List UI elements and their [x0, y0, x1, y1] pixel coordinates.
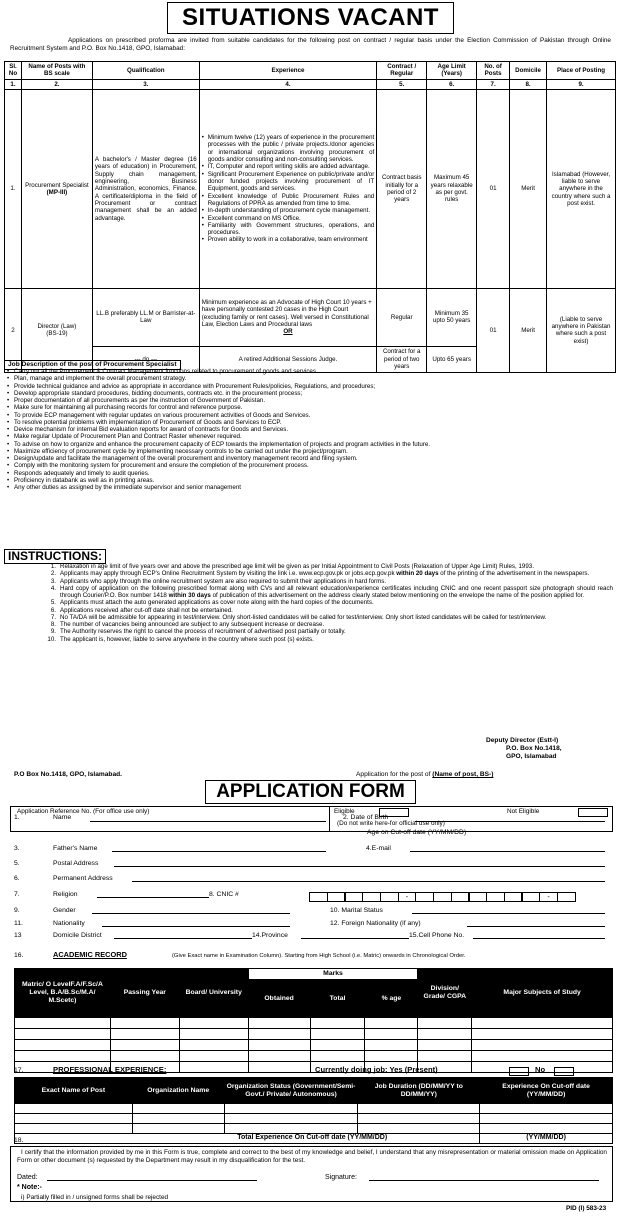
experience-item: • Familiarity with Government structures, operations, and procedures. [202, 222, 375, 237]
address-line-2: P.O. Box No.1418, [506, 745, 562, 753]
field-7-number: 7. [14, 891, 20, 898]
experience-cell[interactable] [132, 1104, 224, 1114]
experience-item: • Significant Procurement Experience on public/private and/or donor funded projects involving procurement of IT Equipment, goods and services. [202, 171, 375, 193]
academic-table [14, 968, 613, 1073]
not-eligible-checkbox[interactable] [578, 808, 608, 817]
table-number-cell: 2. [21, 79, 92, 89]
academic-cell[interactable] [472, 1018, 613, 1029]
table-header-cell: No. of Posts [477, 62, 510, 80]
academic-cell[interactable] [248, 1051, 310, 1062]
field-cnic-label: 8. CNIC # [209, 891, 239, 898]
row2-contract-a: Regular [377, 288, 427, 346]
certification-box [10, 1146, 613, 1202]
instruction-number: 7. [50, 613, 56, 621]
pobox-text: P.O Box No.1418, GPO, Islamabad. [14, 771, 122, 778]
instruction-number: 4. [50, 584, 56, 592]
instruction-text: Relaxation in age limit of five years over and above the prescribed age limit will be given as per Initial Appointment to Civil Posts (Relaxation of Upper Age Limit) Rules, 1993. [60, 563, 534, 570]
row2-contract-b: Contract for a period of two years [377, 346, 427, 372]
instruction-text: Applicants may apply through ECP's Online Recruitment System by visiting the link i.e. www.ecp.gov.pk or jobs.ecp.gov.pk [60, 570, 397, 578]
table-header-cell: Experience [199, 62, 377, 80]
field-6-number: 6. [14, 875, 20, 882]
instruction-item [50, 614, 613, 621]
row1-age: Maximum 45 years relaxable as per govt. rules [427, 89, 477, 288]
academic-row [15, 1029, 613, 1040]
address-line-1: Deputy Director (Estt-I) [486, 737, 559, 744]
academic-row [15, 1040, 613, 1051]
note-item: i) Partially filled in / unsigned forms shall be rejected [21, 1194, 169, 1201]
row1-sl: 1. [5, 89, 22, 288]
experience-item: • In-depth understanding of procurement cycle management. [202, 207, 375, 214]
experience-cell[interactable] [358, 1114, 480, 1124]
academic-cell[interactable] [248, 1018, 310, 1029]
academic-cell[interactable] [365, 1029, 418, 1040]
experience-cell[interactable] [358, 1124, 480, 1134]
address-line-3: GPO, Islamabad [506, 753, 557, 761]
instruction-bold: within 20 days [396, 570, 439, 578]
row2-posts: 01 [477, 288, 510, 372]
experience-row [15, 1124, 613, 1134]
academic-cell[interactable] [248, 1062, 310, 1073]
job-description-item: • Provide technical guidance and advice as appropriate in accordance with Procurement Rules/policies, Regulations, and procedures; [6, 383, 612, 390]
job-description-item: • Design/update and facilitate the management of the overall procurement and inventory management record and filing system. [6, 455, 612, 462]
total-experience-row [15, 1134, 613, 1144]
field-postal-label: Postal Address [53, 860, 99, 867]
academic-cell[interactable] [179, 1029, 248, 1040]
academic-cell[interactable] [365, 1040, 418, 1051]
academic-header-subjects: Major Subjects of Study [472, 969, 613, 1018]
cnic-digit-box[interactable] [309, 892, 328, 902]
instruction-item [50, 599, 613, 606]
table-header-cell: Qualification [92, 62, 199, 80]
professional-title: PROFESSIONAL EXPERIENCE: [53, 1065, 167, 1074]
nationality-input[interactable] [102, 926, 290, 927]
instruction-number: 9. [50, 628, 56, 636]
cnic-digit-box[interactable] [415, 892, 434, 902]
yes-checkbox[interactable] [509, 1067, 529, 1076]
row1-experience [199, 89, 377, 288]
gender-input[interactable] [92, 913, 290, 914]
academic-cell[interactable] [310, 1040, 365, 1051]
academic-cell[interactable] [472, 1040, 613, 1051]
father-name-input[interactable] [112, 851, 326, 852]
domicile-input[interactable] [114, 938, 252, 939]
cnic-digit-box[interactable] [451, 892, 470, 902]
academic-cell[interactable] [418, 1051, 472, 1062]
field-11-number: 11. [14, 920, 23, 927]
experience-cell[interactable] [480, 1104, 613, 1114]
academic-cell[interactable] [418, 1018, 472, 1029]
academic-cell[interactable] [248, 1029, 310, 1040]
instruction-text: The number of vacancies being announced are subject to any subsequent increase or decrease. [60, 621, 325, 628]
prof-header-status: Organization Status (Government/Semi-Govt./ Private/ Autonomous) [224, 1078, 358, 1104]
instruction-text: The Authority reserves the right to cancel the process of recruitment of advertised post partially or totally. [60, 628, 346, 636]
experience-cell[interactable] [224, 1114, 358, 1124]
table-number-cell: 5. [377, 79, 427, 89]
permanent-address-input[interactable] [132, 881, 605, 882]
experience-row [15, 1114, 613, 1124]
cnic-input[interactable] [310, 892, 576, 902]
dated-input[interactable] [47, 1180, 257, 1181]
vacancy-table [4, 61, 616, 373]
table-number-cell: 4. [199, 79, 377, 89]
instruction-number: 8. [50, 621, 56, 628]
academic-cell[interactable] [418, 1040, 472, 1051]
academic-header-year: Passing Year [110, 969, 179, 1018]
instruction-text: Applications received after cut-off date shall not be entertained. [60, 606, 233, 614]
table-number-cell: 6. [427, 79, 477, 89]
reference-label: Application Reference No. (For office use only) [17, 808, 150, 815]
prof-header-duration: Job Duration (DD/MM/YY to DD/MM/YY) [358, 1078, 480, 1104]
academic-cell[interactable] [110, 1029, 179, 1040]
prof-header-experience: Experience On Cut-off date (YY/MM/DD) [480, 1078, 613, 1104]
currently-doing-job: Currently doing job: Yes (Present) [315, 1065, 438, 1074]
prof-header-org: Organization Name [132, 1078, 224, 1104]
form-title-wrap [0, 780, 621, 804]
experience-item: • Excellent knowledge of Public Procurement Rules and Regulations of PPRA as amended from time to time. [202, 193, 375, 208]
row2-qualification-b: --- do --- [92, 346, 199, 372]
academic-cell[interactable] [310, 1029, 365, 1040]
professional-table [14, 1077, 613, 1144]
instruction-item [50, 578, 613, 585]
academic-cell[interactable] [179, 1051, 248, 1062]
instructions-title: INSTRUCTIONS: [4, 549, 106, 564]
instruction-bold: within 30 days [168, 592, 211, 599]
eligible-label: Eligible [334, 808, 355, 815]
academic-header-obtained: Obtained [248, 980, 310, 1018]
field-age-label: Age on Cut-off date (YY/MM/DD) [367, 829, 467, 836]
reference-divider [329, 807, 330, 831]
field-dob-label: 2. Date of Birth [343, 814, 389, 821]
table-header-cell: Contract / Regular [377, 62, 427, 80]
academic-header-division: Division/ Grade/ CGPA [418, 969, 472, 1018]
instruction-item [50, 585, 613, 600]
instruction-text: No TA/DA will be admissible for appearing in test/interview. Only short-listed candidates will be called for test/interview. Only short listed candidates will be called for test/interview. [60, 613, 547, 621]
experience-cell[interactable] [132, 1124, 224, 1134]
instruction-item [50, 628, 613, 635]
cnic-digit-box[interactable] [362, 892, 381, 902]
cnic-digit-box[interactable] [557, 892, 576, 902]
no-label: No [535, 1065, 546, 1074]
job-description-item: • Responds adequately and timely to audit queries. [6, 470, 612, 477]
signature-input[interactable] [369, 1180, 599, 1181]
experience-cell[interactable] [224, 1124, 358, 1134]
intro-text: Applications on prescribed proforma are invited from suitable candidates for the following post on contract / regular basis under the Election Commission of Pakistan through Online Recruitment System and P.O. Box No.1418, GPO, Islamabad: [10, 37, 611, 52]
instruction-number: 2. [50, 570, 56, 578]
instructions-list [47, 563, 613, 643]
job-description-item: • Proper documentation of all procurements as per the instruction of Government of Pakistan. [6, 397, 612, 404]
cnic-digit-box[interactable]: - [398, 892, 417, 902]
cell-phone-input[interactable] [473, 938, 605, 939]
field-religion-label: Religion [53, 891, 78, 898]
province-input[interactable] [301, 938, 409, 939]
job-description-item: • Plan, manage and implement the overall procurement strategy. [6, 375, 612, 382]
instruction-text: Applicants must attach the auto generated applications as cover note along with the hard copies of the documents. [60, 599, 374, 607]
academic-header-marks: Marks [248, 969, 418, 980]
table-header-cell: Sl. No [5, 62, 22, 80]
job-description-item: • Proficiency in databank as well as in printing areas. [6, 477, 612, 484]
experience-cell[interactable] [224, 1104, 358, 1114]
job-description-title: Job Description of the post of Procurement Specialist [4, 360, 181, 370]
row2-exp-a-text: Minimum experience as an Advocate of High Court 10 years + have personally contested 20 cases in the High Court (excluding family or rent cases). Well versed in Constitutional Law, Election Laws and Procedural laws [201, 299, 372, 329]
job-description-item: • Carry out all the Procurement & Contract Management functions related to procurement of goods and services. [6, 368, 612, 375]
field-5-number: 5. [14, 860, 20, 867]
instruction-number: 5. [50, 599, 56, 607]
cnic-digit-box[interactable]: - [539, 892, 558, 902]
certification-text: I certify that the information provided by me in this Form is true, complete and correct to the best of my knowledge and belief, I understand that any misrepresentation or material omission made on Application Form or other document (s) requested by the Department may result in my disqualification for the test. [17, 1149, 607, 1164]
instruction-text: Applicants who apply through the online recruitment system are also required to submit their applications in hard forms. [60, 577, 387, 585]
academic-cell[interactable] [248, 1040, 310, 1051]
field-gender-label: Gender [53, 907, 76, 914]
instruction-item [50, 570, 613, 577]
instruction-item [50, 621, 613, 628]
table-header-cell: Domicile [510, 62, 547, 80]
cnic-digit-box[interactable] [522, 892, 541, 902]
field-nationality-label: Nationality [53, 920, 85, 927]
experience-cell[interactable] [15, 1124, 133, 1134]
academic-cell[interactable] [179, 1040, 248, 1051]
job-description-item: • Comply with the monitoring system for procurement and ensure the completion of the procurement process. [6, 462, 612, 469]
no-checkbox[interactable] [554, 1067, 574, 1076]
row2-age-a: Minimum 35 upto 50 years [427, 288, 477, 346]
field-name-label: Name [53, 814, 72, 821]
job-description-item: • Device mechanism for internal Bid evaluation reports for award of contracts for Goods and Services. [6, 426, 612, 433]
job-description-item: • Make regular Update of Procurement Plan and Contract Raster whenever required. [6, 433, 612, 440]
field-13-number: 13 [14, 932, 22, 939]
academic-header-board: Board/ University [179, 969, 248, 1018]
cnic-digit-box[interactable] [345, 892, 364, 902]
experience-cell[interactable] [15, 1104, 133, 1114]
instruction-number: 6. [50, 606, 56, 614]
instruction-text: The applicant is, however, liable to serve anywhere in the country where such post (s) exists. [60, 635, 314, 643]
academic-cell[interactable] [418, 1029, 472, 1040]
field-9-number: 9. [14, 907, 20, 914]
instruction-text: Hard copy of application on the following prescribed format along with CVs and all relevant education/experience certificates including CNIC and one recent passport size photograph should reach through Courier/P.O. Box number 1418 [60, 584, 613, 599]
row2-or: OR [283, 328, 293, 336]
field-domicile-label: Domicile District [53, 932, 102, 939]
row2-sl: 2 [5, 288, 22, 372]
field-marital-label: 10. Marital Status [330, 907, 383, 914]
academic-note: (Give Exact name in Examination Column). Starting from High School (i.e. Matric) onwards in Chronological Order. [172, 953, 466, 959]
cnic-digit-box[interactable] [327, 892, 346, 902]
academic-cell[interactable] [179, 1018, 248, 1029]
page-title-wrap [0, 2, 621, 34]
academic-row [15, 1051, 613, 1062]
academic-header-percent: % age [365, 980, 418, 1018]
table-number-cell: 8. [510, 79, 547, 89]
cnic-digit-box[interactable] [380, 892, 399, 902]
cnic-digit-box[interactable] [469, 892, 488, 902]
field-phone-label: 15.Cell Phone No. [409, 932, 465, 939]
marital-status-input[interactable] [412, 913, 605, 914]
table-number-cell: 9. [547, 79, 616, 89]
instruction-number: 3. [50, 577, 56, 585]
academic-cell[interactable] [110, 1040, 179, 1051]
instruction-item [47, 635, 613, 643]
job-description-item: • Develop appropriate standard procedures, bidding documents, contracts etc. in the procurement process; [6, 390, 612, 397]
field-province-label: 14.Province [252, 932, 288, 939]
not-eligible-label: Not Eligible [507, 808, 540, 815]
address-block [486, 737, 562, 761]
form-title: APPLICATION FORM [205, 780, 416, 804]
prof-header-post: Exact Name of Post [15, 1078, 133, 1104]
academic-cell[interactable] [365, 1051, 418, 1062]
academic-cell[interactable] [365, 1018, 418, 1029]
row1-posts: 01 [477, 89, 510, 288]
experience-cell[interactable] [358, 1104, 480, 1114]
pid-number: PID (I) 583-23 [566, 1205, 607, 1212]
academic-cell[interactable] [15, 1040, 111, 1051]
total-experience-value: (YY/MM/DD) [480, 1134, 613, 1144]
cnic-digit-box[interactable] [486, 892, 505, 902]
academic-cell[interactable] [15, 1029, 111, 1040]
row2-post-scale: (BS-19) [46, 330, 68, 338]
row1-post-name: Procurement Specialist [25, 181, 89, 189]
job-description-item: • To advise on how to organize and enhance the procurement capacity of ECP towards the implementation of projects and program activities in the future. [6, 441, 612, 448]
application-for [356, 771, 493, 779]
dob-input[interactable] [415, 821, 605, 822]
table-row [5, 89, 616, 288]
field-foreign-label: 12. Foreign Nationality (if any) [330, 920, 421, 927]
email-input[interactable] [410, 851, 605, 852]
signature-label: Signature: [325, 1174, 357, 1181]
row2-age-b: Upto 65 years [427, 346, 477, 372]
table-row [5, 288, 616, 346]
academic-cell[interactable] [110, 1018, 179, 1029]
foreign-nationality-input[interactable] [467, 926, 605, 927]
table-number-row [5, 79, 616, 89]
row1-post-scale: (MP-III) [46, 188, 68, 196]
row2-qualification: LL.B preferably LL.M or Barrister-at-Law [92, 288, 199, 346]
row2-post-name: Director (Law) [37, 323, 77, 331]
experience-row [15, 1104, 613, 1114]
religion-input[interactable] [97, 897, 209, 898]
row2-domicile: Merit [510, 288, 547, 372]
job-description-item: • To provide ECP management with regular updates on various procurement activities of Goods and Services. [6, 412, 612, 419]
field-father-label: Father's Name [53, 845, 98, 852]
application-for-post: (Name of post, BS-) [432, 771, 494, 778]
table-header-cell: Place of Posting [547, 62, 616, 80]
name-input[interactable] [90, 821, 326, 822]
table-number-cell: 7. [477, 79, 510, 89]
academic-cell[interactable] [472, 1051, 613, 1062]
academic-cell[interactable] [15, 1051, 111, 1062]
experience-cell[interactable] [132, 1114, 224, 1124]
job-description-item: • Make sure for maintaining all purchasing records for control and reference purpose. [6, 404, 612, 411]
note-title: * Note:- [17, 1184, 42, 1191]
field-17-number: 17. [14, 1067, 24, 1074]
instruction-number: 10. [47, 635, 56, 643]
academic-cell[interactable] [15, 1018, 111, 1029]
instruction-text-after: of publication of this advertisement on the address clearly stated below mentioning on the envelope the name of the position applied for. [210, 592, 585, 599]
field-16-number: 16. [14, 952, 24, 959]
job-description-item: • To resolve potential problems with implementation of Procurement of Goods and Services to ECP. [6, 419, 612, 426]
row2-experience-a [199, 288, 377, 346]
row1-qualification: A bachelor's / Master degree (16 years of education) in Procurement, Supply chain management, engineering, Business Administration, economics, Finance. A certificate/diploma in the field of Procurement or contract management shall be an added advantage. [92, 89, 199, 288]
postal-address-input[interactable] [114, 866, 605, 867]
instruction-number: 1. [50, 563, 56, 570]
row2-posting: (Liable to serve anywhere in Pakistan where such a post exist) [547, 288, 616, 372]
row1-domicile: Merit [510, 89, 547, 288]
field-1-number: 1. [14, 814, 20, 821]
row1-contract: Contract basis initially for a period of 2 years [377, 89, 427, 288]
academic-header-exam: Matric/ O LevelF.A/F.Sc/A Level, B.A/B.Sc/M.A/ M.Scetc) [15, 969, 111, 1018]
academic-cell[interactable] [110, 1051, 179, 1062]
academic-cell[interactable] [472, 1029, 613, 1040]
application-for-label: Application for the post of [356, 771, 431, 778]
job-description-item: • Maximize efficiency of procurement cycle by implementing necessary controls to be carried out under the project/program. [6, 448, 612, 455]
table-number-cell: 3. [92, 79, 199, 89]
row1-post [21, 89, 92, 288]
page-title: SITUATIONS VACANT [167, 2, 454, 34]
field-email-label: 4.E-mail [366, 845, 391, 852]
job-description-item: • Any other duties as assigned by the immediate supervisor and senior management [6, 484, 612, 491]
experience-cell[interactable] [480, 1114, 613, 1124]
academic-cell[interactable] [310, 1051, 365, 1062]
instruction-text-after: of the printing of the advertisement in the newspapers. [438, 570, 590, 578]
table-header-cell: Name of Posts with BS scale [21, 62, 92, 80]
table-number-cell: 1. [5, 79, 22, 89]
reference-box [10, 806, 613, 832]
experience-item: • Minimum twelve (12) years of experience in the procurement processes with the public / private projects./donor agencies or international organizations involving procurement of goods and/or consulting and non-consulting services. [202, 134, 375, 163]
cnic-digit-box[interactable] [504, 892, 523, 902]
job-description-list [6, 368, 612, 491]
experience-item: • IT, Computer and report writing skills are added advantage. [202, 163, 375, 170]
academic-header-total: Total [310, 980, 365, 1018]
table-header-cell: Age Limit (Years) [427, 62, 477, 80]
experience-item: • Excellent command on MS Office. [202, 215, 375, 222]
instruction-item [50, 563, 613, 570]
field-18-number: 18. [14, 1137, 24, 1144]
field-3-number: 3. [14, 845, 20, 852]
academic-row [15, 1018, 613, 1029]
academic-cell[interactable] [310, 1018, 365, 1029]
instruction-item [50, 607, 613, 614]
academic-title: ACADEMIC RECORD [53, 950, 127, 959]
experience-cell[interactable] [15, 1114, 133, 1124]
row1-posting: Islamabad (However, liable to serve anywhere in the country where such a post exist. [547, 89, 616, 288]
field-permanent-label: Permanent Address [53, 875, 113, 882]
cnic-digit-box[interactable] [433, 892, 452, 902]
row2-experience-b: A retired Additional Sessions Judge. [199, 346, 377, 372]
table-header-row [5, 62, 616, 80]
experience-item: • Proven ability to work in a collaborative, team environment [202, 236, 375, 243]
academic-cell[interactable] [179, 1062, 248, 1073]
total-experience-label: Total Experience On Cut-off date (YY/MM/DD) [15, 1134, 480, 1144]
dated-label: Dated: [17, 1174, 38, 1181]
experience-cell[interactable] [480, 1124, 613, 1134]
reference-note: (Do not write here-for official use only) [337, 820, 445, 827]
